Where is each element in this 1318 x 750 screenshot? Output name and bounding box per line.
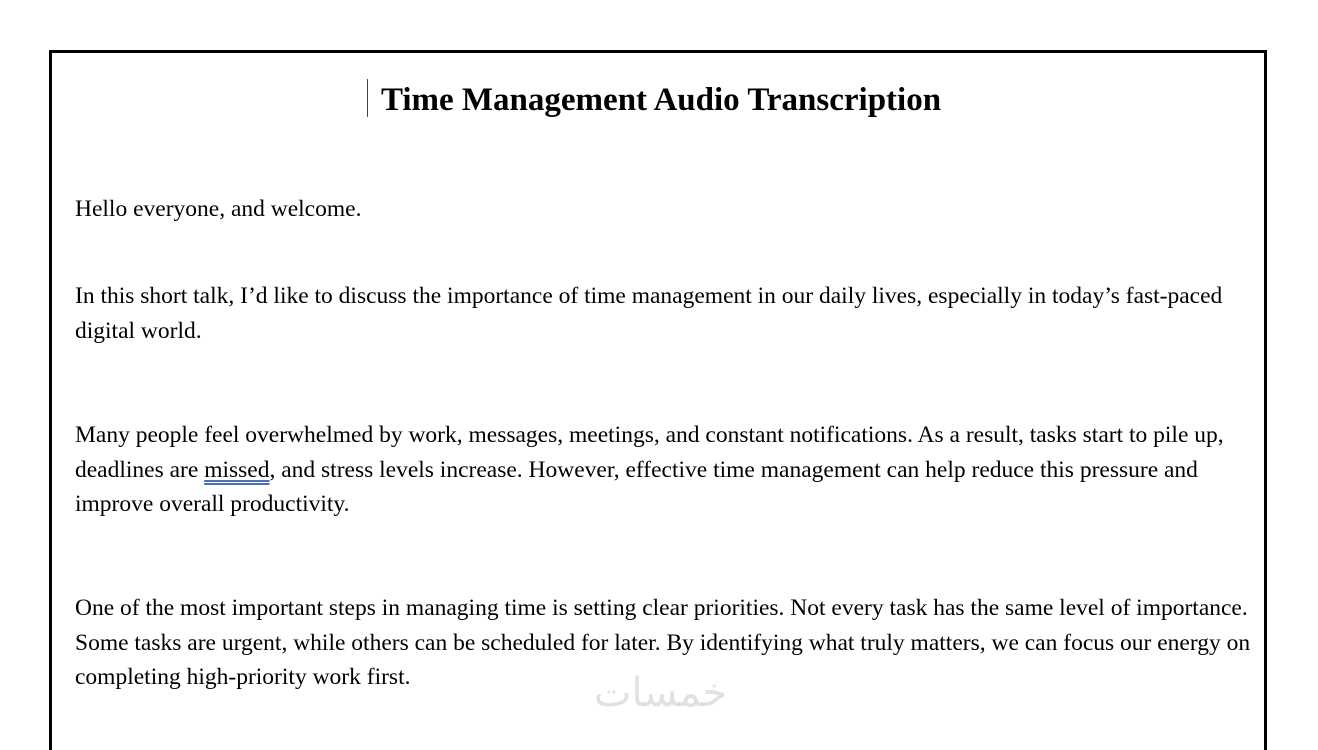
document-page[interactable] bbox=[49, 50, 1267, 750]
paragraph-introduction: In this short talk, I’d like to discuss the importance of time management in our daily lives, especially in today’s fast-paced digital world. bbox=[75, 283, 1223, 344]
paragraph-overwhelm bbox=[75, 418, 1255, 522]
paragraph-text-before: Many people feel overwhelmed by work, messages, meetings, and constant notifications. As a result, tasks start to pile up, deadlines are bbox=[75, 422, 1224, 483]
paragraph-priorities: One of the most important steps in managing time is setting clear priorities. Not every task has the same level of importance. Some tasks are urgent, while others can be scheduled for later. By identifying what truly matters, we can focus our energy on completing high-priority work first. bbox=[75, 595, 1251, 690]
spellcheck-flagged-word[interactable]: missed bbox=[204, 456, 270, 483]
paragraph-greeting: Hello everyone, and welcome. bbox=[75, 196, 362, 222]
document-title: Time Management Audio Transcription bbox=[380, 82, 942, 118]
watermark-logo: خمسات bbox=[593, 670, 728, 716]
paragraph-text-after: , and stress levels increase. However, effective time management can help reduce this pressure and improve overall productivity. bbox=[75, 456, 1198, 517]
